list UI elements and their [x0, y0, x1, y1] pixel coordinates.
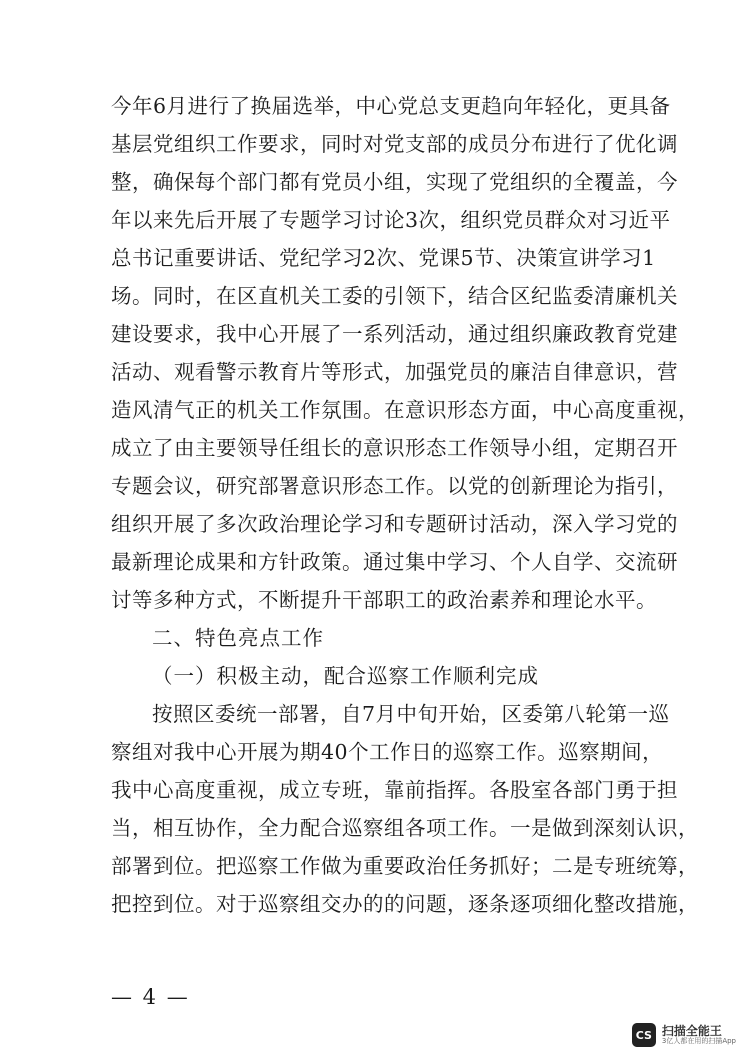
paragraph-line: 讨等多种方式，不断提升干部职工的政治素养和理论水平。 [111, 588, 657, 612]
paragraph-line: 察组对我中心开展为期40个工作日的巡察工作。巡察期间， [111, 740, 664, 764]
paragraph-line: 组织开展了多次政治理论学习和专题研讨活动，深入学习党的 [111, 512, 678, 536]
watermark-subtitle: 3亿人都在用的扫描App [661, 1036, 736, 1045]
scanner-watermark [632, 1023, 736, 1047]
paragraph-line: 把控到位。对于巡察组交办的的问题，逐条逐项细化整改措施， [111, 892, 699, 916]
paragraph-line: 建设要求，我中心开展了一系列活动，通过组织廉政教育党建 [111, 322, 678, 346]
paragraph-line: 当，相互协作，全力配合巡察组各项工作。一是做到深刻认识， [111, 816, 699, 840]
camscanner-logo-icon: CS [632, 1023, 656, 1047]
subsection-heading: （一）积极主动，配合巡察工作顺利完成 [152, 664, 539, 688]
paragraph-line: 年以来先后开展了专题学习讨论3次，组织党员群众对习近平 [111, 208, 671, 232]
paragraph-line: 按照区委统一部署，自7月中旬开始，区委第八轮第一巡 [152, 702, 670, 726]
paragraph-line: 我中心高度重视，成立专班，靠前指挥。各股室各部门勇于担 [111, 778, 678, 802]
paragraph-line: 成立了由主要领导任组长的意识形态工作领导小组，定期召开 [111, 436, 678, 460]
paragraph-line: 总书记重要讲话、党纪学习2次、党课5节、决策宣讲学习1 [111, 246, 656, 270]
paragraph-line: 整，确保每个部门都有党员小组，实现了党组织的全覆盖，今 [111, 170, 678, 194]
section-heading: 二、特色亮点工作 [152, 626, 324, 650]
paragraph-line: 部署到位。把巡察工作做为重要政治任务抓好；二是专班统筹， [111, 854, 699, 878]
paragraph-line: 专题会议，研究部署意识形态工作。以党的创新理论为指引， [111, 474, 678, 498]
paragraph-line: 造风清气正的机关工作氛围。在意识形态方面，中心高度重视， [111, 398, 699, 422]
paragraph-line: 基层党组织工作要求，同时对党支部的成员分布进行了优化调 [111, 132, 678, 156]
paragraph-line: 今年6月进行了换届选举，中心党总支更趋向年轻化，更具备 [111, 94, 671, 118]
page-number: — 4 — [111, 985, 190, 1009]
watermark-title: 扫描全能王 [661, 1023, 722, 1038]
paragraph-line: 最新理论成果和方针政策。通过集中学习、个人自学、交流研 [111, 550, 678, 574]
paragraph-line: 活动、观看警示教育片等形式，加强党员的廉洁自律意识，营 [111, 360, 678, 384]
paragraph-line: 场。同时，在区直机关工委的引领下，结合区纪监委清廉机关 [111, 284, 678, 308]
